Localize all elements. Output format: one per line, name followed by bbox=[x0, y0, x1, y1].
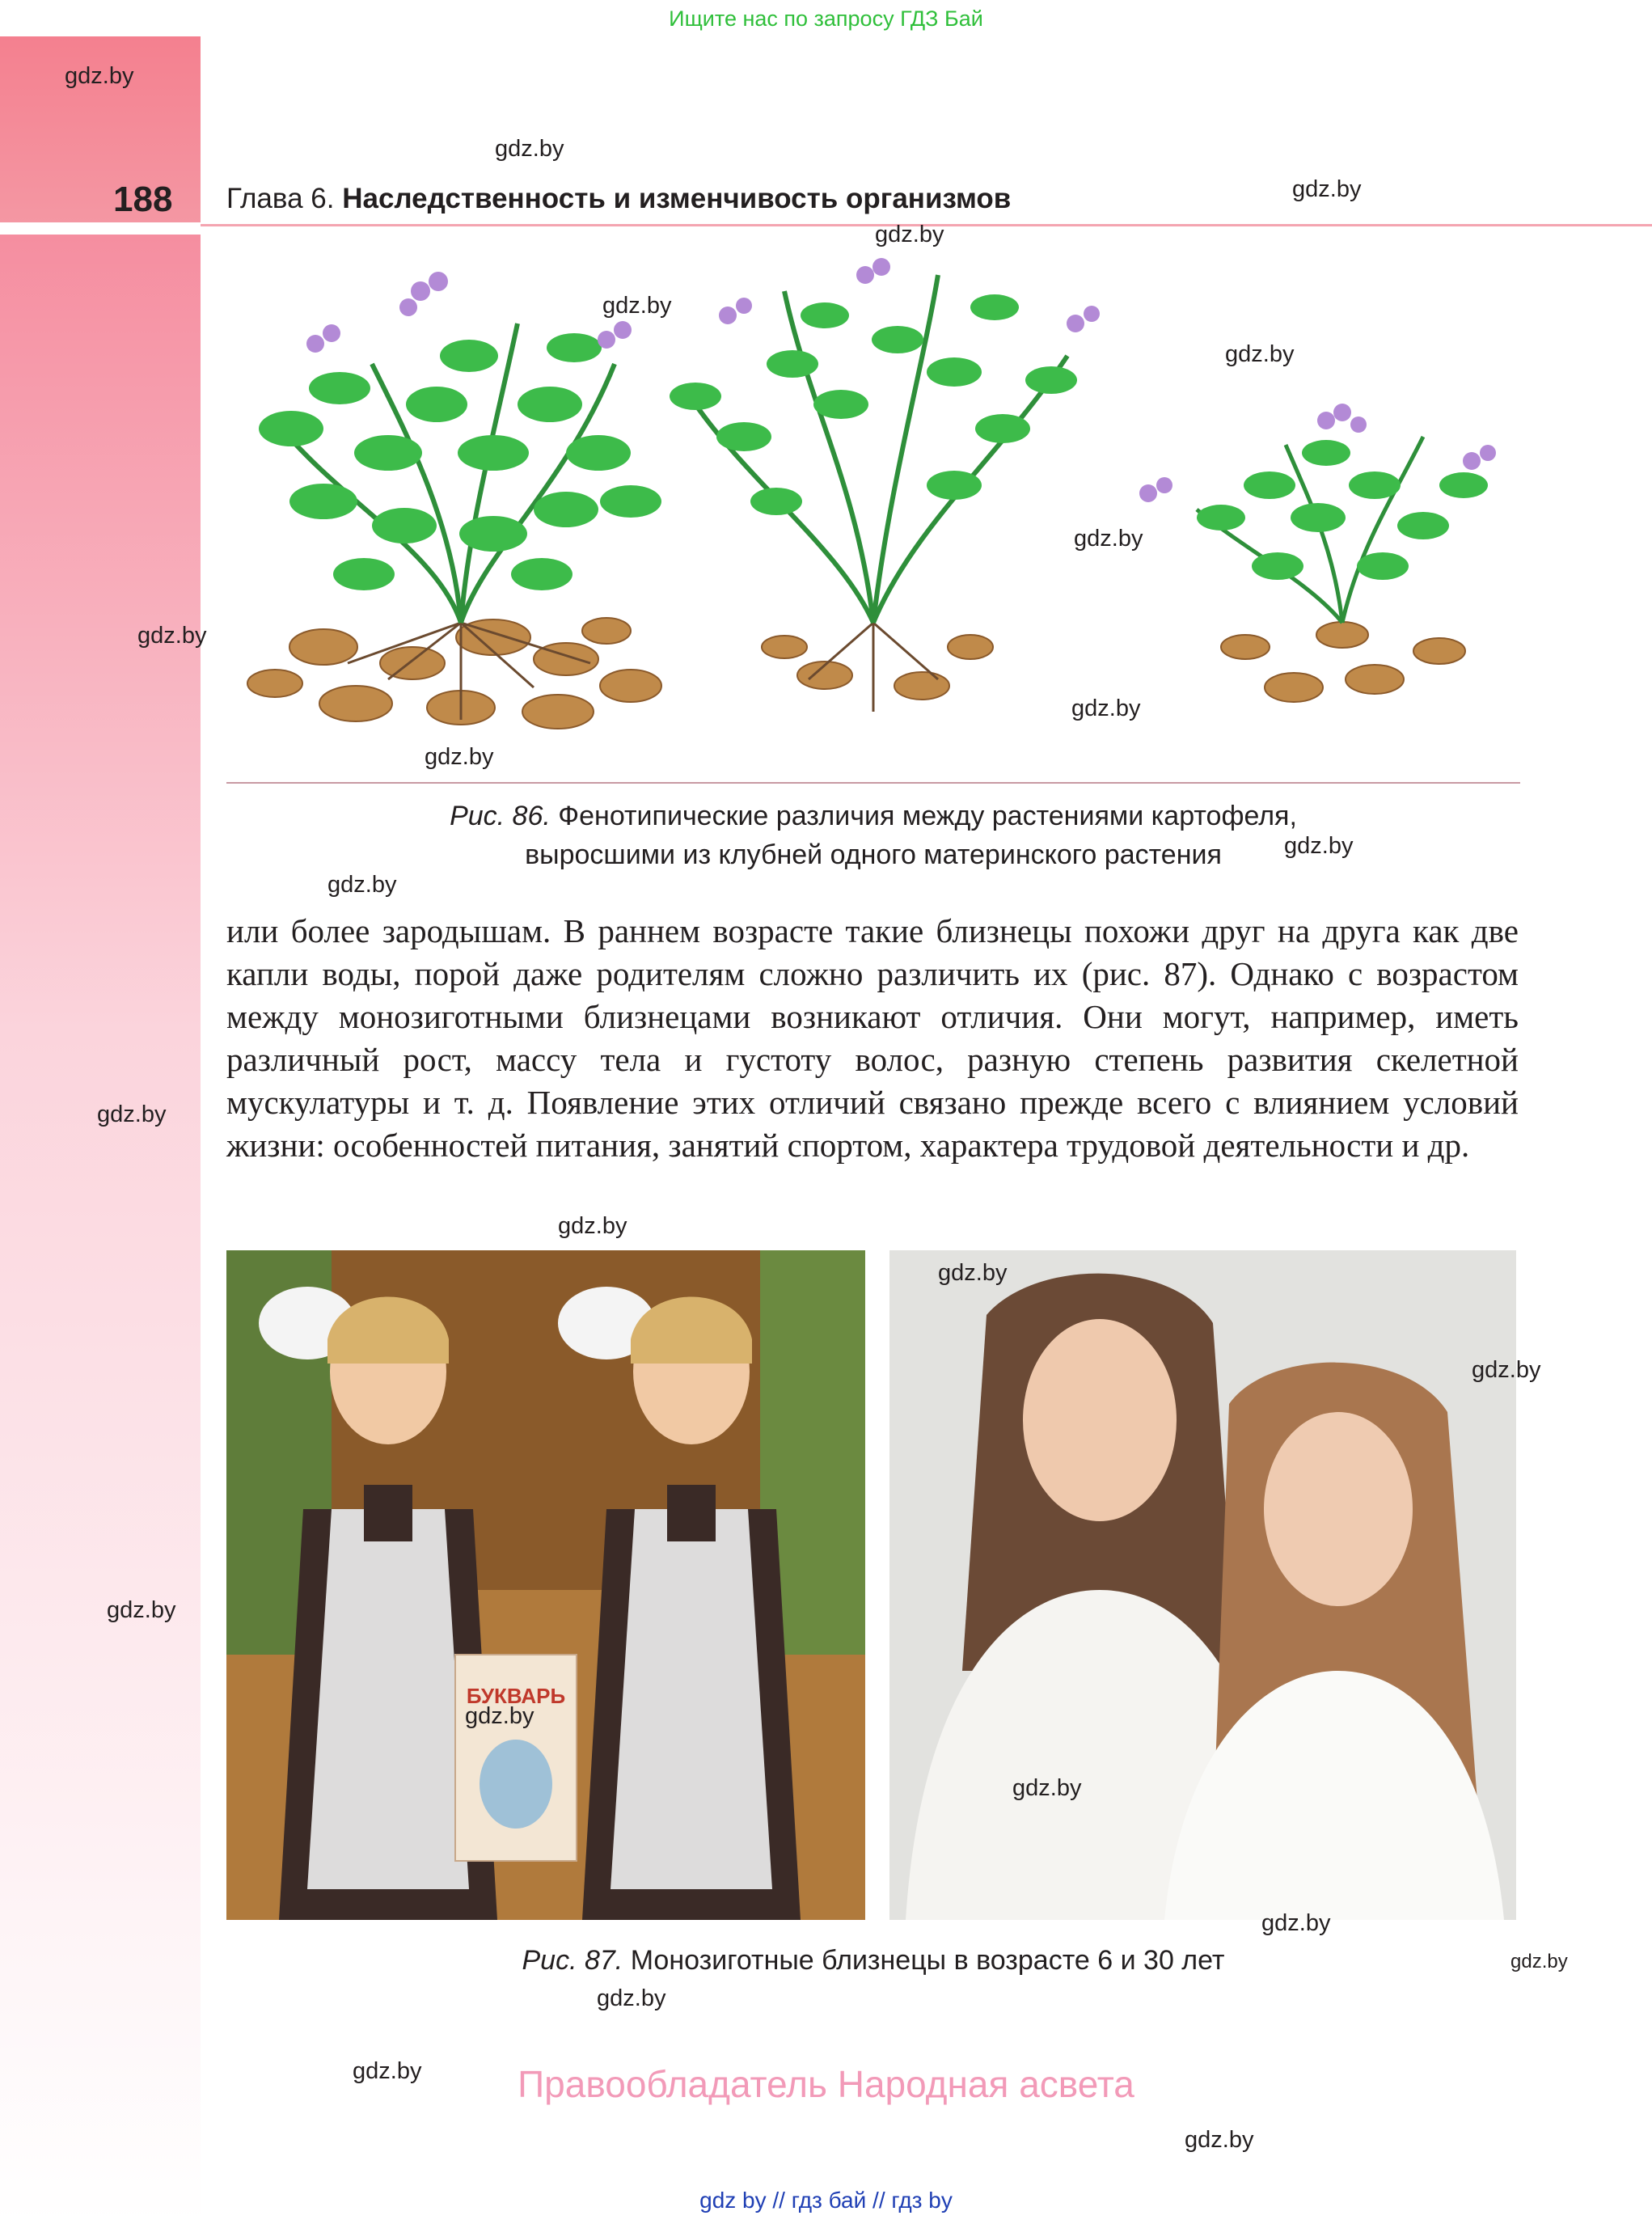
chapter-heading bbox=[226, 183, 1011, 215]
chapter-prefix: Глава 6. bbox=[226, 183, 335, 214]
figure-rule bbox=[226, 782, 1520, 784]
top-banner[interactable]: Ищите нас по запросу ГДЗ Бай bbox=[669, 6, 983, 31]
figure-86-label: Рис. 86. bbox=[450, 801, 551, 831]
body-paragraph-text: или более зародышам. В раннем возрасте такие близнецы похожи друг на друга как две капли воды, порой даже родителям сложно различить их (рис. 87). Однако с возрастом между монозиготными близнецами возникают отличия. Они могут, например, иметь различный рост, массу тела и густоту волос, разную степень развития скелетной мускулатуры и т. д. Появление этих отличий связано прежде всего с влиянием условий жизни: особенностей питания, занятий спортом, характера трудовой деятельности и др. bbox=[226, 912, 1519, 1164]
figure-86-caption-line2: выросшими из клубней одного материнского растения bbox=[525, 839, 1222, 870]
watermark: gdz.by bbox=[97, 1101, 167, 1127]
watermark: gdz.by bbox=[65, 63, 134, 89]
watermark: gdz.by bbox=[1261, 1910, 1331, 1936]
watermark: gdz.by bbox=[1012, 1775, 1082, 1801]
body-paragraph bbox=[226, 910, 1519, 1167]
chapter-title: Наследственность и изменчивость организмов bbox=[342, 183, 1012, 214]
potato-plants-illustration bbox=[226, 243, 1520, 752]
watermark: gdz.by bbox=[1510, 1951, 1568, 1972]
potato-plant-small bbox=[1139, 404, 1496, 702]
watermark: gdz.by bbox=[1292, 176, 1362, 202]
watermark: gdz.by bbox=[1185, 2127, 1254, 2153]
photo-twin-girls bbox=[226, 1250, 865, 1920]
watermark: gdz.by bbox=[938, 1260, 1008, 1286]
primer-book-title: БУКВАРЬ bbox=[466, 1684, 566, 1708]
watermark: gdz.by bbox=[107, 1597, 176, 1623]
figure-86-caption-line1: Фенотипические различия между растениями картофеля, bbox=[558, 801, 1297, 831]
watermark: gdz.by bbox=[425, 744, 494, 770]
photo-twin-women bbox=[889, 1250, 1516, 1920]
watermark: gdz.by bbox=[137, 623, 207, 649]
watermark: gdz.by bbox=[1284, 833, 1354, 859]
watermark: gdz.by bbox=[327, 872, 397, 898]
potato-plant-tall bbox=[670, 258, 1100, 712]
watermark: gdz.by bbox=[1225, 341, 1295, 367]
page-number: 188 bbox=[113, 180, 173, 219]
figure-87-label: Рис. 87. bbox=[522, 1945, 623, 1976]
watermark: gdz.by bbox=[1071, 696, 1141, 721]
figure-87-caption bbox=[226, 1945, 1520, 1977]
figure-86-caption bbox=[267, 797, 1480, 874]
sidebar-gradient-band bbox=[0, 235, 201, 2224]
watermark: gdz.by bbox=[495, 136, 564, 162]
watermark: gdz.by bbox=[602, 293, 672, 319]
watermark: gdz.by bbox=[875, 222, 944, 247]
potato-plant-large bbox=[247, 272, 661, 729]
watermark: gdz.by bbox=[1472, 1357, 1541, 1383]
watermark: gdz.by bbox=[558, 1213, 627, 1239]
footer-links[interactable]: gdz by // гдз бай // гдз by bbox=[699, 2188, 953, 2213]
figure-87-caption-text: Монозиготные близнецы в возрасте 6 и 30 лет bbox=[630, 1945, 1225, 1976]
watermark: gdz.by bbox=[597, 1985, 666, 2011]
primer-book bbox=[455, 1655, 577, 1861]
watermark: gdz.by bbox=[1074, 526, 1143, 552]
watermark: gdz.by bbox=[465, 1703, 534, 1729]
rights-holder: Правообладатель Народная асвета bbox=[518, 2063, 1134, 2105]
watermark: gdz.by bbox=[353, 2058, 422, 2084]
